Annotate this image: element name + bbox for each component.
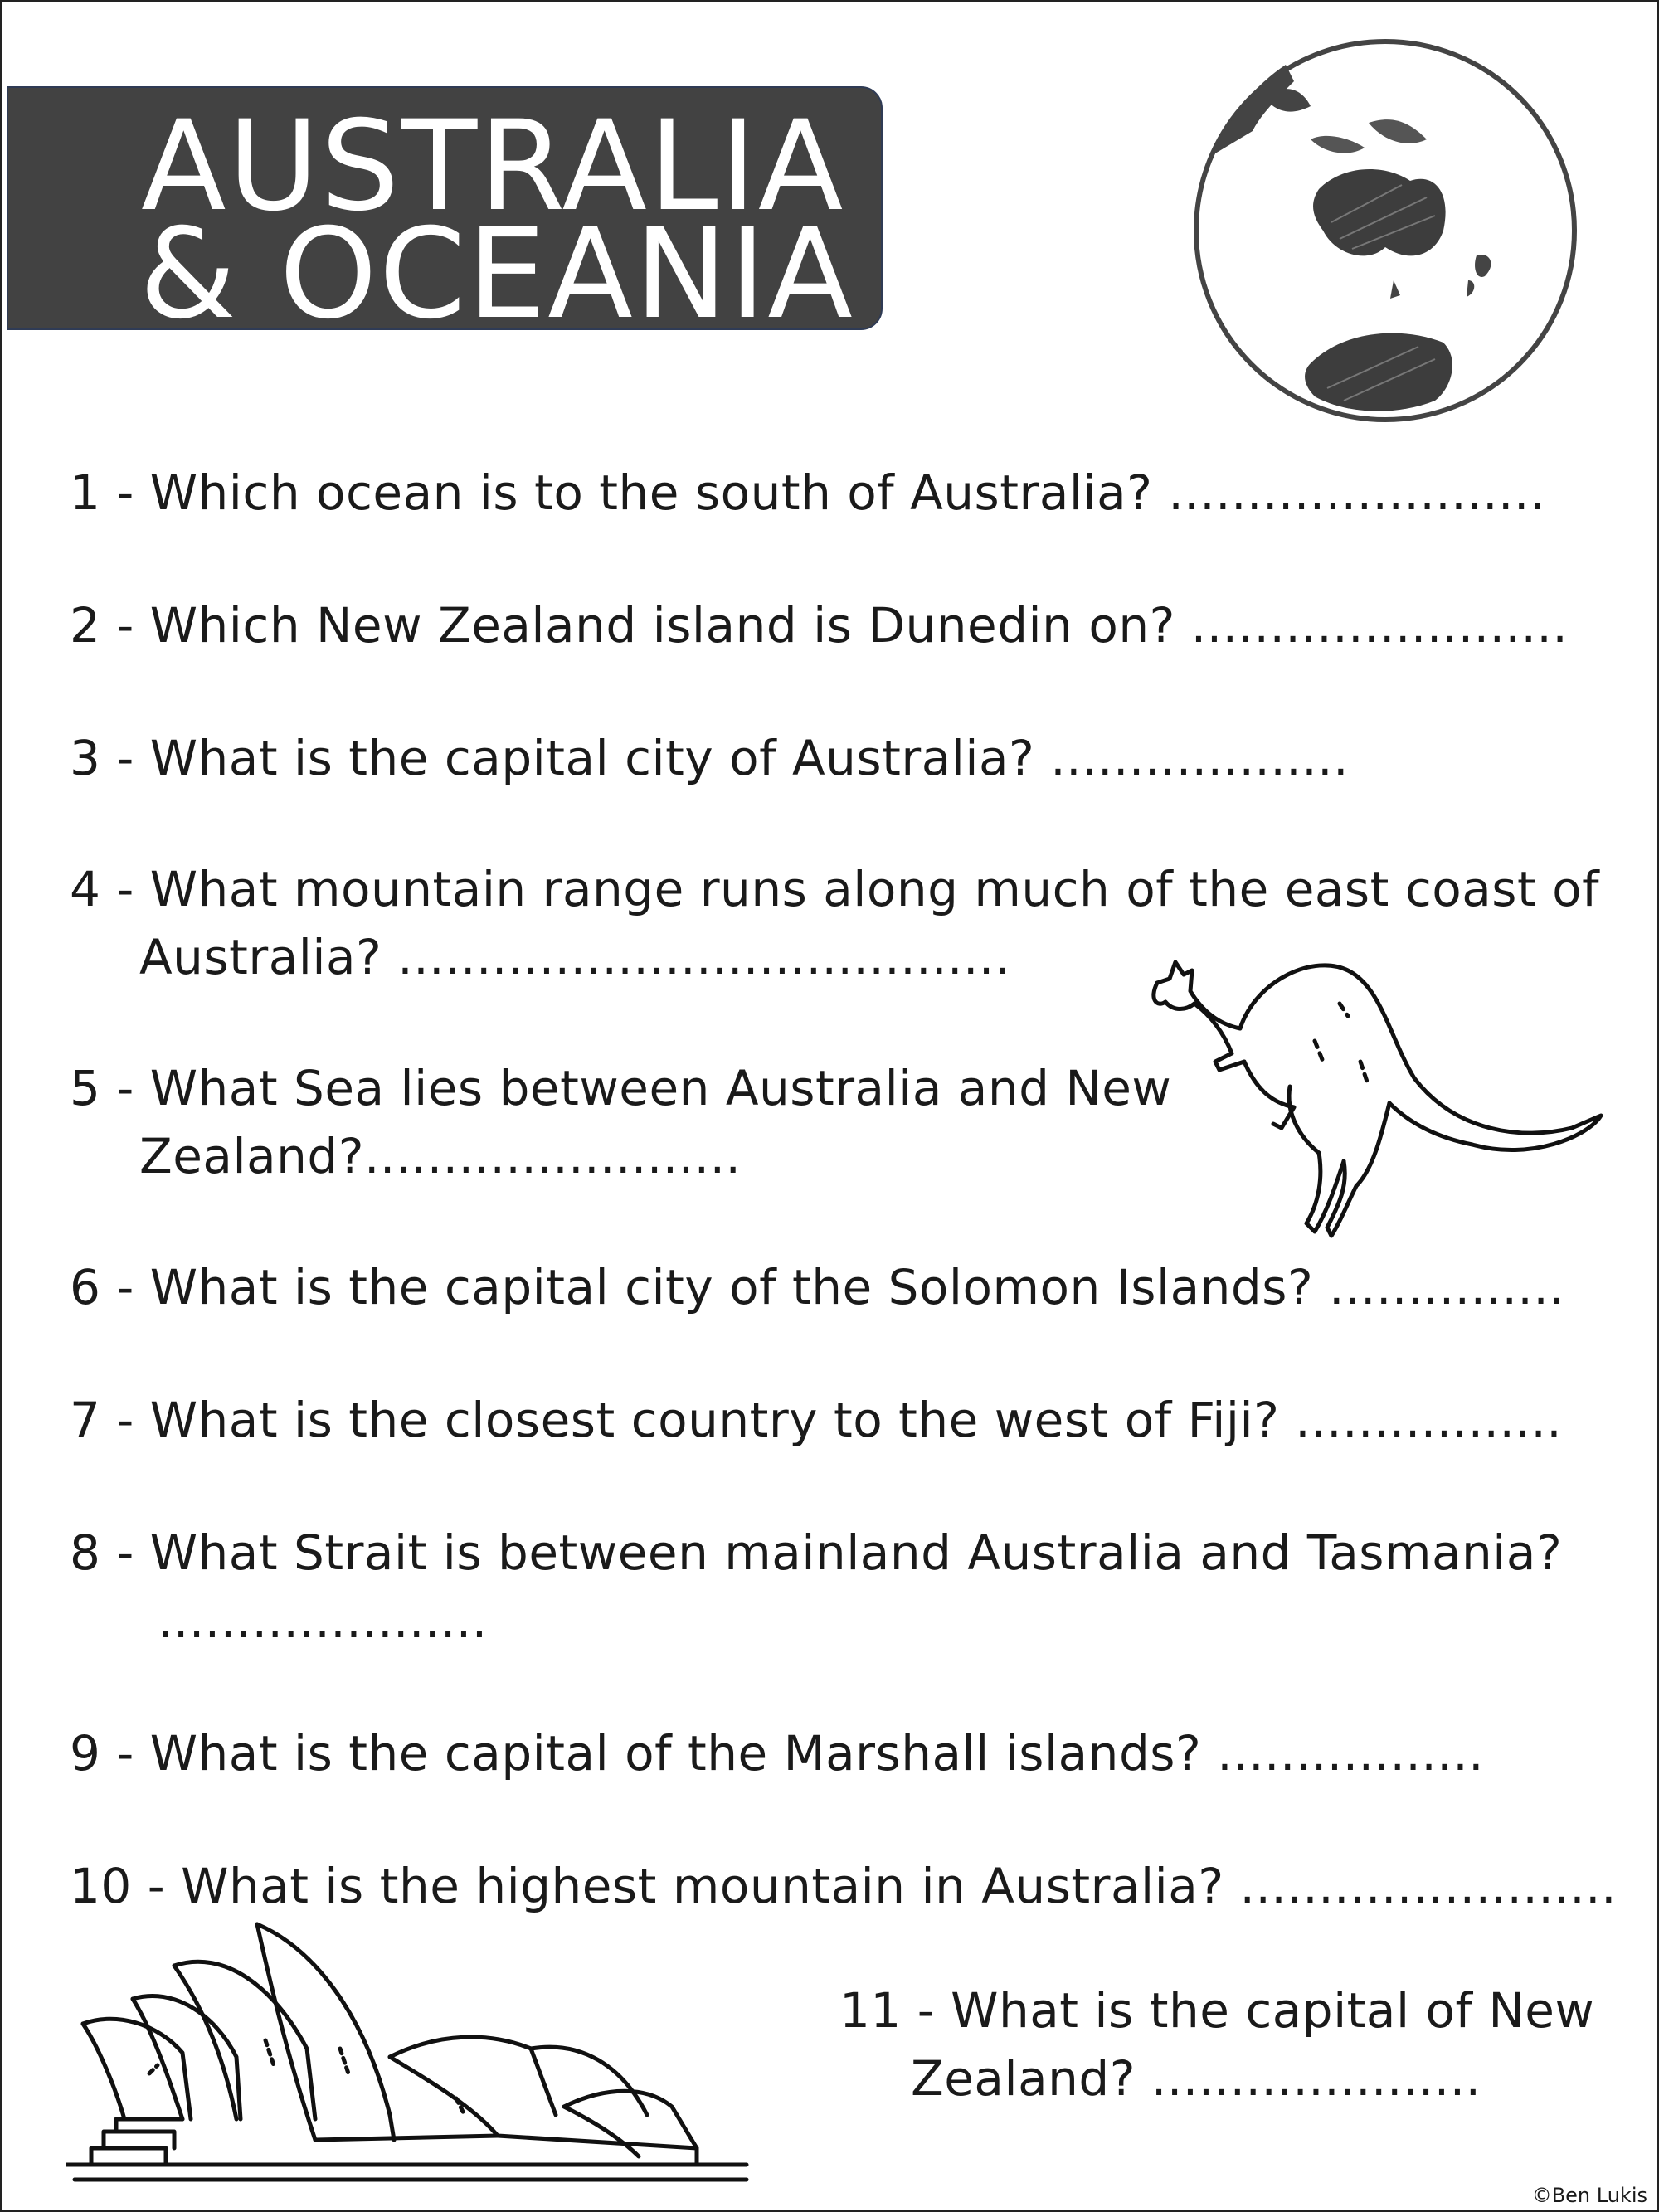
question-11-answer-line: Zealand? ..................... — [911, 2050, 1481, 2107]
question-6: 6 - What is the capital city of the Solomon Islands? ............... — [70, 1259, 1565, 1315]
question-2: 2 - Which New Zealand island is Dunedin on? ........................ — [70, 597, 1569, 654]
question-1: 1 - Which ocean is to the south of Australia? ........................ — [70, 464, 1545, 521]
question-8: 8 - What Strait is between mainland Australia and Tasmania? — [70, 1524, 1563, 1581]
sydney-opera-house-icon — [66, 1908, 755, 2185]
kangaroo-icon — [1141, 937, 1613, 1244]
copyright-credit: ©Ben Lukis — [1531, 2184, 1647, 2207]
title-banner — [7, 86, 883, 347]
question-11: 11 - What is the capital of New — [839, 1982, 1595, 2039]
question-9: 9 - What is the capital of the Marshall islands? ................. — [70, 1725, 1485, 1782]
question-10: 10 - What is the highest mountain in Australia? ........................ — [70, 1858, 1618, 1914]
question-5-answer-line: Zealand?........................ — [139, 1128, 742, 1184]
title-line-1: AUSTRALIA — [141, 95, 845, 239]
globe-icon — [1186, 32, 1584, 430]
question-8-answer-line: ..................... — [158, 1592, 488, 1649]
question-3: 3 - What is the capital city of Australia? ................... — [70, 730, 1350, 786]
question-4: 4 - What mountain range runs along much of the east coast of — [70, 861, 1600, 917]
question-5: 5 - What Sea lies between Australia and New — [70, 1060, 1172, 1116]
question-4-answer-line: Australia? ....................................... — [139, 929, 1010, 985]
title-line-2: & OCEANIA — [139, 202, 854, 347]
question-7: 7 - What is the closest country to the west of Fiji? ................. — [70, 1392, 1563, 1448]
